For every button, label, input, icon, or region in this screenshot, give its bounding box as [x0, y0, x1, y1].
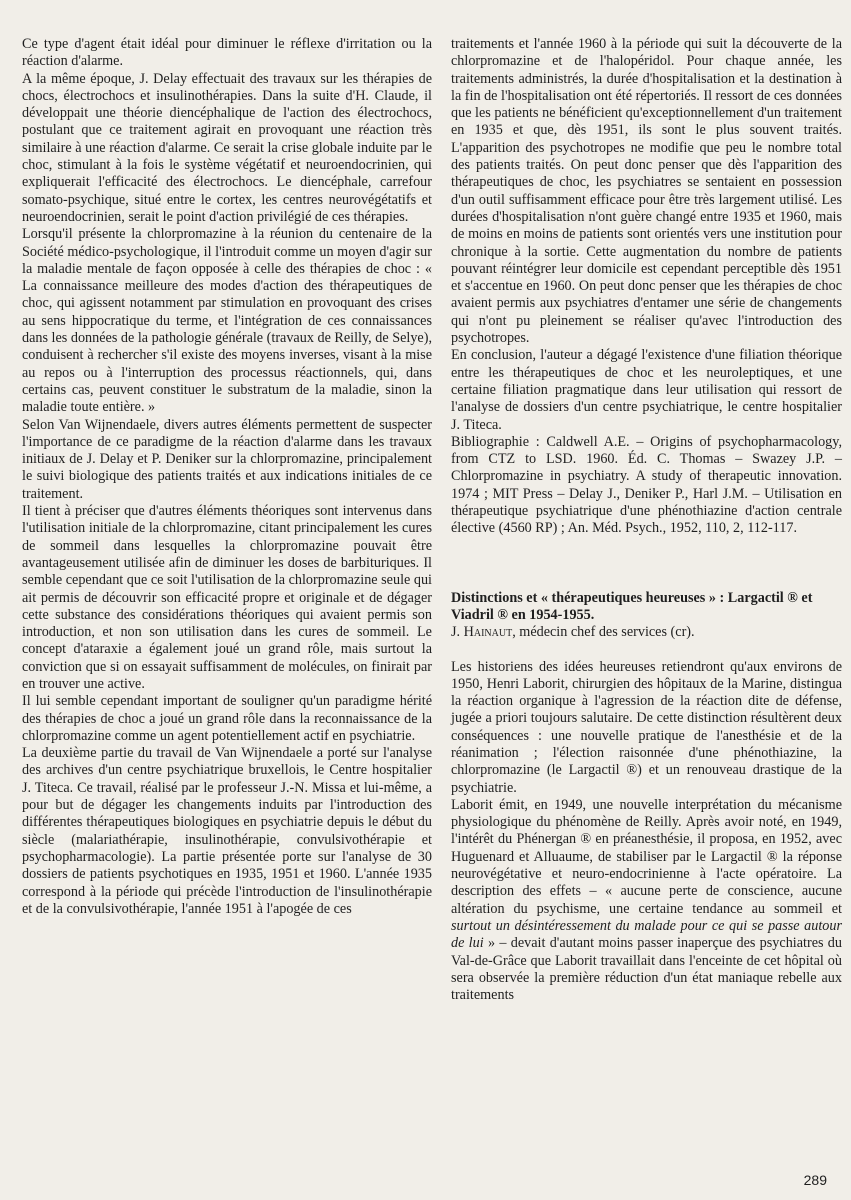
page-number: 289	[803, 1172, 827, 1188]
section-gap	[451, 538, 842, 590]
paragraph: En conclusion, l'auteur a dégagé l'existence d'une filiation théorique entre les thérapeutiques de choc et les neuroleptiques, et une certaine filiation pragmatique dans leur utilisation qui ressort de l'analyse de dossiers d'un centre psychiatrique, le centre hospitalier J. Titeca.	[451, 347, 842, 433]
paragraph: Lorsqu'il présente la chlorpromazine à la réunion du centenaire de la Société médico-psychologique, il l'introduit comme un moyen d'agir sur la maladie mentale de façon opposée à celle des thérapies de choc : « La connaissance meilleure des modes d'action des thérapeutiques de choc, qui agissent notamment par stimulation en provoquant des crises au sens hippocratique du terme, et l'intégration de ces connaissances dans les données de la pathologie générale (travaux de Reilly, de Selye), conduisent à rechercher s'il existe des moyens inverses, visant à la mise au repos ou à l'interruption des processus réactionnels, qui, dans certains cas, peuvent constituer le substratum de la maladie, sinon la maladie toute entière. »	[22, 226, 432, 416]
paragraph-text: Laborit émit, en 1949, une nouvelle interprétation du mécanisme physiologique du phénomène de Reilly. Après avoir noté, en 1949, l'intérêt du Phénergan ® en préanesthésie, il proposa, en 1952, avec Huguenard et Alluaume, de stabiliser par le Largactil ® la réponse neurovégétative et neuro-endocrinienne à l'acte opératoire. La description des effets – « aucune perte de conscience, aucune altération du psychisme, une certaine tendance au sommeil et	[451, 796, 842, 917]
bibliography: Bibliographie : Caldwell A.E. – Origins of psychopharmacology, from CTZ to LSD. 1960. Éd. C. Thomas – Swazey J.P. – Chlorpromazine in psychiatry. A study of therapeutic innovation. 1974 ; MIT Press – Delay J., Deniker P., Harl J.M. – Utilisation en thérapeutique psychiatrique d'une phénothiazine d'action centrale élective (4560 RP) ; An. Méd. Psych., 1952, 110, 2, 112-117.	[451, 433, 842, 537]
paragraph-text: » – devait d'autant moins passer inaperçue des psychiatres du Val-de-Grâce que Laborit travaillait dans l'enceinte de cet hôpital où sera observée la première réduction d'un état maniaque rebelle aux traitements	[451, 935, 842, 1004]
paragraph: La deuxième partie du travail de Van Wijnendaele a porté sur l'analyse des archives d'un centre psychiatrique bruxellois, le Centre hospitalier J. Titeca. Ce travail, réalisé par le professeur J.-N. Missa et lui-même, a pour but de dégager les changements induits par l'introduction des différentes thérapeutiques biologiques en psychiatrie depuis le début du siècle (malariathérapie, insulinothérapie, convulsivothérapie et psychopharmacologie). La partie présentée porte sur l'analyse de 30 dossiers de patients psychotiques en 1935, 1951 et 1960. L'année 1935 correspond à la période qui précède l'introduction de l'insulinothérapie et de la convulsivothérapie, l'année 1951 à l'apogée de ces	[22, 745, 432, 917]
paragraph-emphasis: surtout un désintéressement du malade pour ce qui se passe autour de lui	[451, 917, 842, 952]
paragraph: Il lui semble cependant important de souligner qu'un paradigme hérité des thérapies de choc a joué un grand rôle dans la reconnaissance de la chlorpromazine comme un agent potentiellement actif en psychiatrie.	[22, 693, 432, 744]
paragraph	[451, 797, 842, 1005]
author-line	[451, 624, 842, 641]
paragraph: Les historiens des idées heureuses retiendront qu'aux environs de 1950, Henri Laborit, chirurgien des hôpitaux de la Marine, distingua la réaction organique à l'agression de la réaction dite de défense, jugée a priori toujours salutaire. De cette distinction résultèrent deux conséquences : une nouvelle pratique de l'anesthésie et de la réanimation ; l'élection raisonnée d'une phénothiazine, la chlorpromazine (le Largactil ®) et un renouveau drastique de la psychiatrie.	[451, 658, 842, 796]
section-heading: Distinctions et « thérapeutiques heureuses » : Largactil ® et Viadril ® en 1954-1955.	[451, 589, 813, 623]
paragraph: A la même époque, J. Delay effectuait des travaux sur les thérapies de chocs, électrochocs et insulinothérapies. Dans la suite d'H. Claude, il développait une théorie diencéphalique de l'action des électrochocs, postulant que ce traitement agirait en provoquant une réaction très similaire à une réaction d'alarme. Ce serait la crise globale induite par le choc, stimulant à la fois le système végétatif et neuroendocrinien, qui expliquerait l'efficacité des électrochocs. Le diencéphale, carrefour somato-psychique, situé entre le cortex, les centres neurovégétatifs et neuroendocrinien, serait le point d'action privilégié de ces thérapies.	[22, 70, 432, 225]
paragraph: Ce type d'agent était idéal pour diminuer le réflexe d'irritation ou la réaction d'alarme.	[22, 36, 432, 70]
section-gap	[451, 642, 842, 659]
paragraph: Selon Van Wijnendaele, divers autres éléments permettent de suspecter l'importance de ce paradigme de la réaction d'alarme dans les travaux initiaux de J. Delay et P. Deniker sur la chlorpromazine, principalement le suivi biologique des patients traités et aux indications initiales de ce traitement.	[22, 416, 432, 502]
author-role: , médecin chef des services (cr).	[512, 624, 695, 641]
right-column	[451, 36, 842, 1004]
author-name: J. Hainaut	[451, 624, 513, 641]
paragraph: traitements et l'année 1960 à la période qui suit la découverte de la chlorpromazine et de l'halopéridol. Pour chaque année, les traitements administrés, la durée d'hospitalisation et la destination à la fin de l'hospitalisation ont été répertoriés. Il ressort de ces données que les patients ne bénéficient qu'exceptionnellement d'un traitement en 1935 et que, dès 1951, ils sont le plus souvent traités. L'apparition des psychotropes ne modifie que peu le nombre total des patients traités. On peut donc penser que dès l'apparition des thérapeutiques de choc, les psychiatres se sentaient en possession d'un outil suffisamment efficace pour être très largement utilisé. Les durées d'hospitalisation n'ont guère changé entre 1935 et 1960, mais de moins en moins de patients sont orientés vers une institution pour chronique à la sortie. Cette augmentation du nombre de patients pouvant réintégrer leur domicile est cependant perceptible dès 1951 et s'accentue en 1960. On peut donc penser que les thérapies de choc avaient permis aux psychiatres d'entamer une série de changements qui n'ont pu pleinement se réaliser qu'avec l'introduction des psychotropes.	[451, 36, 843, 347]
paragraph: Il tient à préciser que d'autres éléments théoriques sont intervenus dans l'utilisation initiale de la chlorpromazine, citant principalement les cures de sommeil dans lesquelles la chlorpromazine pouvait être avantageusement utilisée afin de diminuer les doses de barbituriques. Il semble cependant que ce soit l'utilisation de la chlorpromazine seule qui ait permis de découvrir son efficacité propre et originale et de dégager cette substance des considérations théoriques qui avaient permis son introduction, et non son utilisation dans les cures de sommeil. Le concept d'ataraxie a également joué un grand rôle, mais surtout la conviction que si on essayait suffisamment de molécules, on finirait par en trouver une active.	[22, 503, 432, 692]
left-column	[22, 36, 432, 918]
